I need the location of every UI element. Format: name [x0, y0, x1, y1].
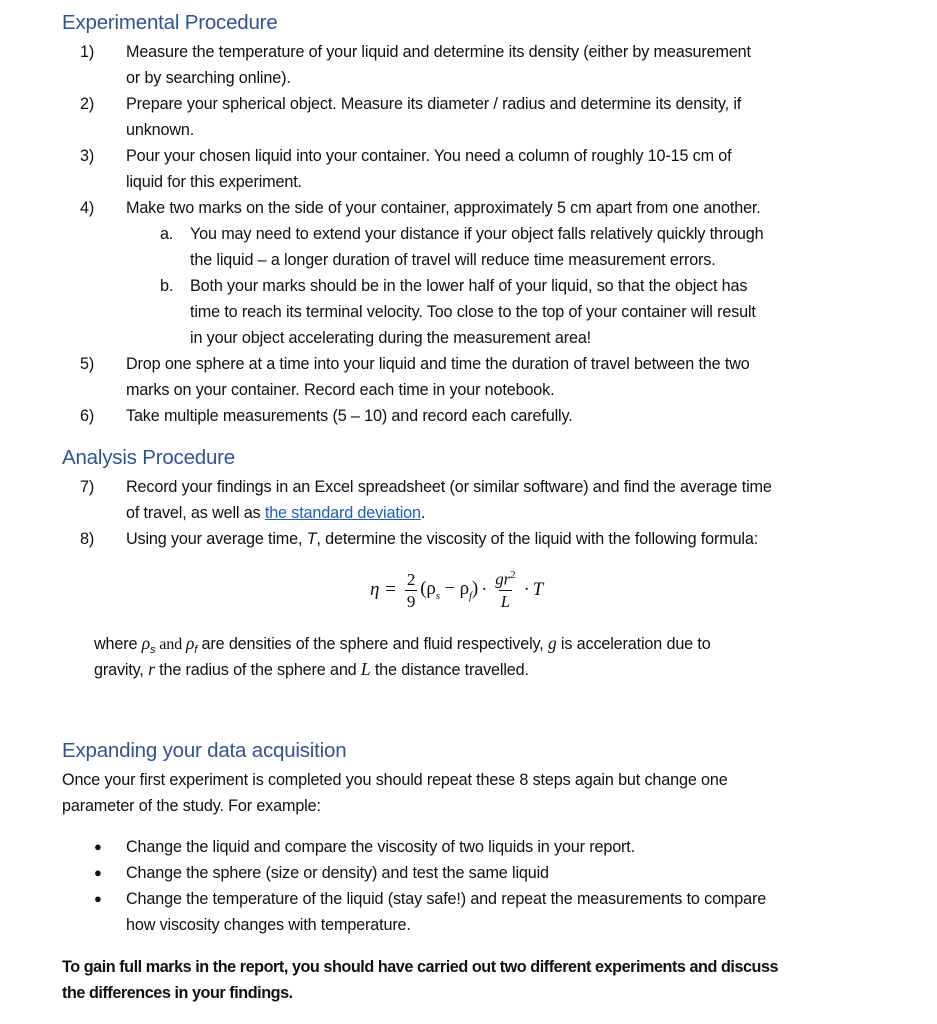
step-text: or by searching online). — [126, 69, 291, 87]
step-number: 1) — [80, 43, 95, 61]
substep-text: Both your marks should be in the lower half of your liquid, so that the object has — [190, 277, 748, 295]
exponent: 2 — [510, 569, 516, 582]
variable-T: T — [306, 530, 317, 548]
coefficient-fraction — [405, 571, 417, 610]
heading-expanding-data-acquisition: Expanding your data acquisition — [62, 739, 347, 762]
gr: gr — [495, 569, 511, 589]
bullet-icon: ● — [94, 839, 102, 854]
eta-symbol: η — [370, 579, 380, 600]
density-difference — [420, 578, 478, 602]
substep-text: time to reach its terminal velocity. Too close to the top of your container will result — [190, 303, 756, 321]
dot-operator: · — [523, 579, 530, 600]
subscript-s: s — [435, 589, 440, 602]
substep-text: the liquid – a longer duration of travel will reduce time measurement errors. — [190, 251, 716, 269]
step-text-suffix: , determine the viscosity of the liquid with the following formula: — [316, 530, 759, 548]
step-text: unknown. — [126, 121, 195, 139]
step-number: 8) — [80, 530, 95, 548]
step-text-prefix: of travel, as well as — [126, 504, 265, 522]
bullet-text: how viscosity changes with temperature. — [126, 916, 411, 934]
subscript-s: s — [149, 644, 156, 657]
step-number: 2) — [80, 95, 95, 113]
dot-operator: · — [481, 579, 488, 600]
step-number: 4) — [80, 199, 95, 217]
close-paren: ) — [471, 578, 479, 600]
text: are densities of the sphere and fluid respectively, — [197, 635, 548, 653]
bullet-icon: ● — [94, 891, 102, 906]
step-text — [126, 526, 758, 552]
subscript-f: f — [194, 644, 198, 657]
step-text: liquid for this experiment. — [126, 173, 302, 191]
step-text: Record your findings in an Excel spreadsheet (or similar software) and find the average time — [126, 478, 772, 496]
rho-symbol: ρ — [141, 633, 150, 653]
and-text: and — [155, 635, 187, 653]
variable-L: L — [360, 659, 371, 679]
step-text: Drop one sphere at a time into your liquid and time the duration of travel between the two — [126, 355, 750, 373]
heading-experimental-procedure: Experimental Procedure — [62, 11, 278, 34]
bullet-text: Change the temperature of the liquid (stay safe!) and repeat the measurements to compare — [126, 890, 767, 908]
step-number: 3) — [80, 147, 95, 165]
text: the radius of the sphere and — [154, 661, 361, 679]
step-text — [126, 500, 425, 526]
bullet-text: Change the liquid and compare the viscosity of two liquids in your report. — [126, 838, 635, 856]
bullet-text: Change the sphere (size or density) and test the same liquid — [126, 864, 549, 882]
step-text: Make two marks on the side of your container, approximately 5 cm apart from one another. — [126, 199, 761, 217]
explanation-line — [94, 656, 529, 683]
step-text-prefix: Using your average time, — [126, 530, 307, 548]
text: the distance travelled. — [370, 661, 529, 679]
step-number: 5) — [80, 355, 95, 373]
text: is acceleration due to — [556, 635, 711, 653]
rho-f: − ρ — [439, 578, 469, 600]
variable-g: g — [547, 633, 557, 653]
rho-symbol: ρ — [186, 633, 195, 653]
step-number: 6) — [80, 407, 95, 425]
step-text: Pour your chosen liquid into your container. You need a column of roughly 10-15 cm of — [126, 147, 732, 165]
intro-text: parameter of the study. For example: — [62, 797, 321, 815]
step-text: marks on your container. Record each time in your notebook. — [126, 381, 555, 399]
substep-label: b. — [160, 277, 174, 295]
rho-s: (ρ — [420, 578, 436, 600]
heading-analysis-procedure: Analysis Procedure — [62, 446, 236, 469]
viscosity-formula — [370, 562, 543, 618]
marks-note: To gain full marks in the report, you should have carried out two different experiments and discuss — [62, 958, 779, 976]
variable-r: r — [148, 659, 155, 679]
subscript-f: f — [468, 589, 472, 602]
step-text: Take multiple measurements (5 – 10) and record each carefully. — [126, 407, 573, 425]
denominator: L — [500, 591, 511, 611]
step-text: Prepare your spherical object. Measure its diameter / radius and determine its density, if — [126, 95, 742, 113]
substep-text: You may need to extend your distance if your object falls relatively quickly through — [190, 225, 764, 243]
gr2-over-L-fraction — [493, 570, 517, 610]
step-text-suffix: . — [420, 504, 426, 522]
substep-label: a. — [160, 225, 174, 243]
marks-note: the differences in your findings. — [62, 984, 293, 1002]
denominator: 9 — [406, 591, 416, 611]
numerator — [493, 570, 517, 590]
text: where — [94, 635, 142, 653]
text: gravity, — [94, 661, 149, 679]
numerator: 2 — [406, 569, 416, 589]
variable-T: T — [532, 579, 544, 600]
substep-text: in your object accelerating during the measurement area! — [190, 329, 592, 347]
step-text: Measure the temperature of your liquid and determine its density (either by measurement — [126, 43, 751, 61]
standard-deviation-link[interactable]: the standard deviation — [264, 504, 421, 522]
step-number: 7) — [80, 478, 95, 496]
bullet-icon: ● — [94, 865, 102, 880]
intro-text: Once your first experiment is completed you should repeat these 8 steps again but change one — [62, 771, 728, 789]
equals-sign: = — [385, 579, 396, 600]
